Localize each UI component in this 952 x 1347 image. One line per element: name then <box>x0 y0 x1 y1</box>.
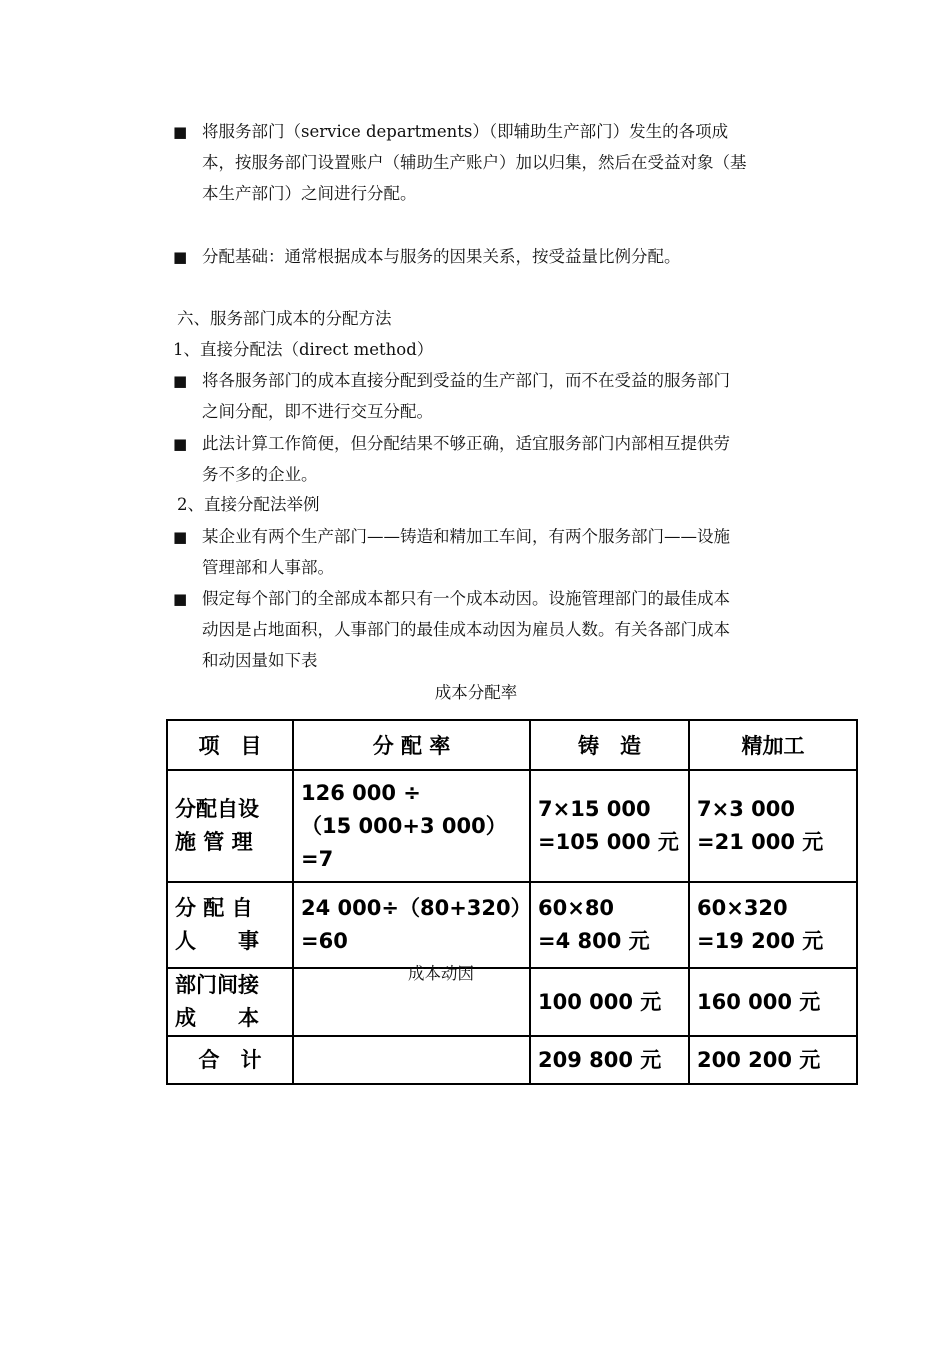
cell-line: 7×3 000 <box>697 797 795 821</box>
rate-cell <box>293 770 530 882</box>
cell-line: 60×80 <box>538 896 615 920</box>
bullet-marker: ■ <box>173 372 188 390</box>
cell-line: 209 800 元 <box>538 1047 662 1072</box>
allocation-table <box>166 719 858 1085</box>
cell-line: 160 000 元 <box>697 989 821 1014</box>
cell-line: =60 <box>301 929 348 953</box>
table-row <box>167 770 857 882</box>
text-line: 本生产部门）之间进行分配。 <box>202 184 417 203</box>
cell-line: 126 000 ÷ <box>301 780 421 805</box>
finishing-cell <box>689 882 857 968</box>
section-title: 六、服务部门成本的分配方法 <box>177 309 392 328</box>
finishing-cell <box>689 968 857 1036</box>
bullet-marker: ■ <box>173 528 188 546</box>
table-row <box>167 1036 857 1084</box>
table-row <box>167 882 857 968</box>
row-label-line: 成 本 <box>175 1006 259 1030</box>
header-cell-item: 项 目 <box>167 720 293 770</box>
subsection-title: 1、直接分配法（direct method） <box>173 340 434 359</box>
header-cell-casting: 铸 造 <box>530 720 689 770</box>
row-label-cell <box>167 770 293 882</box>
bullet-paragraph <box>202 241 814 272</box>
header-cell-finishing: 精加工 <box>689 720 857 770</box>
cell-line: =7 <box>301 846 334 871</box>
cell-line: 200 200 元 <box>697 1047 821 1072</box>
bullet-marker: ■ <box>173 435 188 453</box>
bullet-paragraph <box>202 365 814 427</box>
row-label-line: 施 管 理 <box>175 830 253 854</box>
row-label-cell <box>167 1036 293 1084</box>
text-line: 此法计算工作简便，但分配结果不够正确，适宜服务部门内部相互提供劳 <box>202 434 730 453</box>
row-label-cell <box>167 882 293 968</box>
header-cell-rate: 分 配 率 <box>293 720 530 770</box>
text-line: 假定每个部门的全部成本都只有一个成本动因。设施管理部门的最佳成本 <box>202 589 730 608</box>
row-label-line: 部门间接 <box>175 973 259 997</box>
cell-line: 60×320 <box>697 896 788 920</box>
cell-line: =21 000 元 <box>697 830 824 854</box>
cell-line: =19 200 元 <box>697 929 824 953</box>
cell-line: 7×15 000 <box>538 797 651 821</box>
casting-cell <box>530 1036 689 1084</box>
cell-line: 24 000÷（80+320） <box>301 896 532 920</box>
text-line: 某企业有两个生产部门——铸造和精加工车间，有两个服务部门——设施 <box>202 527 730 546</box>
cell-line: =4 800 元 <box>538 929 650 953</box>
text-line: 分配基础：通常根据成本与服务的因果关系，按受益量比例分配。 <box>202 247 681 266</box>
text-line: 管理部和人事部。 <box>202 558 334 577</box>
text-line: 本，按服务部门设置账户（辅助生产账户）加以归集，然后在受益对象（基 <box>202 153 747 172</box>
row-label-line: 合 计 <box>198 1047 262 1072</box>
bullet-paragraph <box>202 583 814 676</box>
subsection-title: 2、直接分配法举例 <box>177 495 320 514</box>
row-label-line: 分配自设 <box>175 797 259 821</box>
bullet-marker: ■ <box>173 248 188 266</box>
bullet-marker: ■ <box>173 590 188 608</box>
text-line: 动因是占地面积，人事部门的最佳成本动因为雇员人数。有关各部门成本 <box>202 620 730 639</box>
text-line: 和动因量如下表 <box>202 651 318 670</box>
table-header-row <box>167 720 857 770</box>
finishing-cell <box>689 770 857 882</box>
bullet-paragraph <box>202 428 814 490</box>
casting-cell <box>530 882 689 968</box>
table-row <box>167 968 857 1036</box>
rate-cell <box>293 1036 530 1084</box>
casting-cell <box>530 770 689 882</box>
text-line: 将各服务部门的成本直接分配到受益的生产部门，而不在受益的服务部门 <box>202 371 730 390</box>
cell-line: 100 000 元 <box>538 989 662 1014</box>
overlay-label: 成本动因 <box>408 964 474 983</box>
bullet-paragraph <box>202 116 814 209</box>
cell-line: （15 000+3 000） <box>301 813 507 838</box>
text-line: 务不多的企业。 <box>202 465 318 484</box>
text-line: 将服务部门（service departments）（即辅助生产部门）发生的各项成 <box>202 122 729 141</box>
bullet-marker: ■ <box>173 123 188 141</box>
bullet-paragraph <box>202 521 814 583</box>
row-label-line: 分 配 自 <box>175 896 253 920</box>
row-label-line: 人 事 <box>175 929 259 953</box>
text-line: 之间分配，即不进行交互分配。 <box>202 402 433 421</box>
row-label-cell <box>167 968 293 1036</box>
table-caption: 成本分配率 <box>434 683 518 702</box>
rate-cell <box>293 882 530 968</box>
finishing-cell <box>689 1036 857 1084</box>
casting-cell <box>530 968 689 1036</box>
cell-line: =105 000 元 <box>538 830 679 854</box>
